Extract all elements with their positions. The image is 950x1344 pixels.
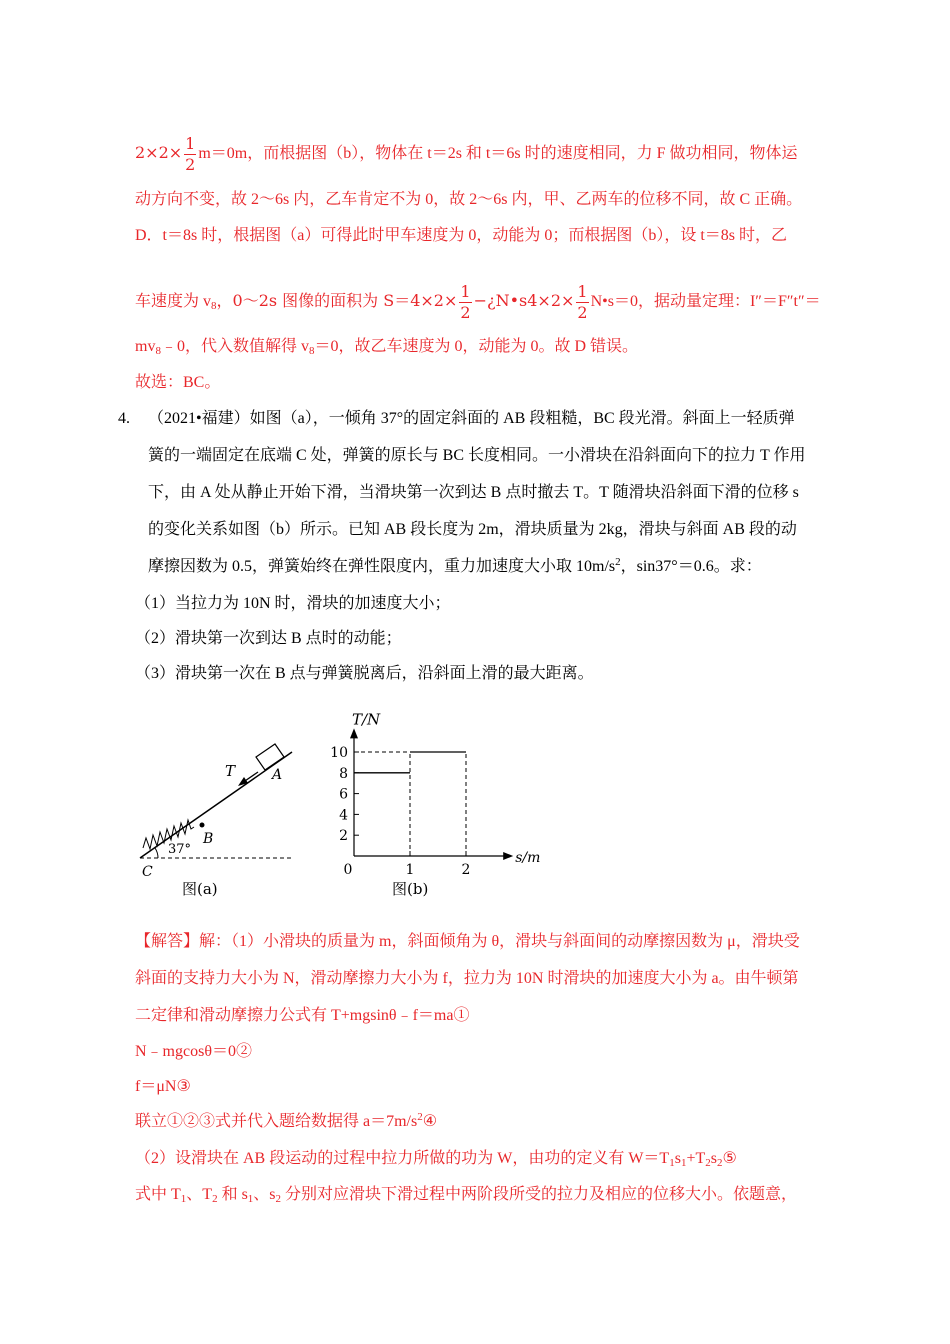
answer-line-8: 式中 $T_1$、$T_2$ 和 $s_1$、$s_2$ 分别对应滑块下滑过程中两阶段所受的拉力及相应的位移大小。依题意，	[135, 1186, 798, 1205]
label-b: B	[203, 831, 214, 847]
y-tick-label: 8	[339, 765, 348, 782]
sol3-line-1: 2×2× $\frac{1}{2}$ m＝0m，而根据图（b），物体在 t＝2s 和 t＝6s 时的速度相同，力 F 做功相同，物体运	[135, 134, 798, 174]
figure-a	[130, 730, 310, 905]
y-tick-label: 2	[339, 828, 348, 845]
q4-part-3: （3）滑块第一次在 B 点与弹簧脱离后，沿斜面上滑的最大距离。	[135, 665, 594, 682]
answer-line-6: 联立①②③式并代入题给数据得 $a=7m/s^2④$	[135, 1111, 438, 1130]
force-arrowhead	[238, 777, 248, 786]
q4-line-4: 的变化关系如图（b）所示。已知 AB 段长度为 2m，滑块质量为 2kg，滑块与斜面 AB 段的动	[148, 521, 797, 538]
caption-b: 图(b)	[392, 880, 429, 898]
sol3-line-2: 动方向不变，故 2～6s 内，乙车肯定不为 0，故 2～6s 内，甲、乙两车的位移不同，故 C 正确。	[135, 191, 803, 208]
answer-line-2: 斜面的支持力大小为 N，滑动摩擦力大小为 f，拉力为 10N 时滑块的加速度大小为 a。由牛顿第	[135, 970, 799, 987]
x-tick-label: 1	[405, 862, 415, 878]
angle-label: 37°	[168, 842, 192, 857]
sol3-line-3: D．t＝8s 时，根据图（a）可得此时甲车速度为 0，动能为 0；而根据图（b），设 t＝8s 时，乙	[135, 227, 788, 244]
answer-line-3: 二定律和滑动摩擦力公式有 T+mgsinθ﹣f＝ma①	[135, 1007, 470, 1024]
label-t: T	[225, 762, 236, 780]
y-tick-label: 6	[339, 786, 348, 803]
answer-line-7: （2）设滑块在 AB 段运动的过程中拉力所做的功为 W，由功的定义有 $W=T_1s_1+T_2s_2⑤$	[135, 1150, 737, 1169]
answer-line-5: f＝μN③	[135, 1078, 191, 1095]
answer-line-4: N﹣mgcosθ＝0②	[135, 1043, 252, 1060]
figure-b	[320, 695, 540, 905]
q4-part-1: （1）当拉力为 10N 时，滑块的加速度大小；	[135, 595, 451, 612]
label-c: C	[142, 864, 153, 880]
question-number: 4.	[118, 410, 130, 427]
y-axis-label: T/N	[352, 710, 381, 729]
y-tick-label: 10	[330, 745, 348, 761]
x-axis-label: s/m	[515, 850, 540, 866]
angle-arc	[155, 848, 158, 858]
y-tick-label: 4	[339, 807, 348, 824]
answer-line-1: 【解答】解：（1）小滑块的质量为 m，斜面倾角为 θ，滑块与斜面间的动摩擦因数为 μ，滑块受	[135, 933, 800, 950]
q4-line-2: 簧的一端固定在底端 C 处，弹簧的原长与 BC 长度相同。一小滑块在沿斜面向下的拉力 T 作用	[148, 447, 806, 464]
incline-diagram	[130, 730, 310, 905]
sol3-line-5: $mv_8﹣0$，代入数值解得 $v_8=0$，故乙车速度为 0，动能为 0。故 D 错误。	[135, 338, 639, 357]
caption-a: 图(a)	[182, 880, 218, 898]
fraction: $\frac{1}{2}$	[460, 282, 471, 322]
answer-tag: 【解答】	[135, 933, 200, 950]
q4-line-1: （2021•福建）如图（a），一倾角 37°的固定斜面的 AB 段粗糙，BC 段光滑。斜面上一轻质弹	[148, 410, 795, 427]
x-axis-arrowhead	[503, 852, 513, 860]
fraction: $\frac{1}{2}$	[185, 134, 196, 174]
sol3-line-6: 故选：BC。	[135, 374, 221, 391]
label-a: A	[272, 767, 283, 783]
fraction: $\frac{1}{2}$	[577, 282, 588, 322]
q4-part-2: （2）滑块第一次到达 B 点时的动能；	[135, 630, 402, 647]
x-tick-label: 2	[461, 862, 471, 878]
q4-line-5: 摩擦因数为 0.5，弹簧始终在弹性限度内，重力加速度大小取 $10m/s^2$，sin37°＝0.6。求：	[148, 556, 762, 575]
q4-line-3: 下，由 A 处从静止开始下滑，当滑块第一次到达 B 点时撤去 T。T 随滑块沿斜面下滑的位移 s	[148, 484, 799, 501]
sol3-line-4: 车速度为 $v_8$，0～2s 图像的面积为 S＝4×2× $\frac{1}{2}$ −¿N•s4×2× $\frac{1}{2}$ N•s＝0，据动量定理：I″＝F″t″＝	[135, 282, 821, 322]
incline-line	[140, 752, 292, 858]
point-b	[200, 823, 205, 828]
x-tick-label: 0	[343, 862, 353, 878]
y-axis-arrowhead	[350, 728, 358, 738]
t-s-chart	[320, 695, 540, 905]
